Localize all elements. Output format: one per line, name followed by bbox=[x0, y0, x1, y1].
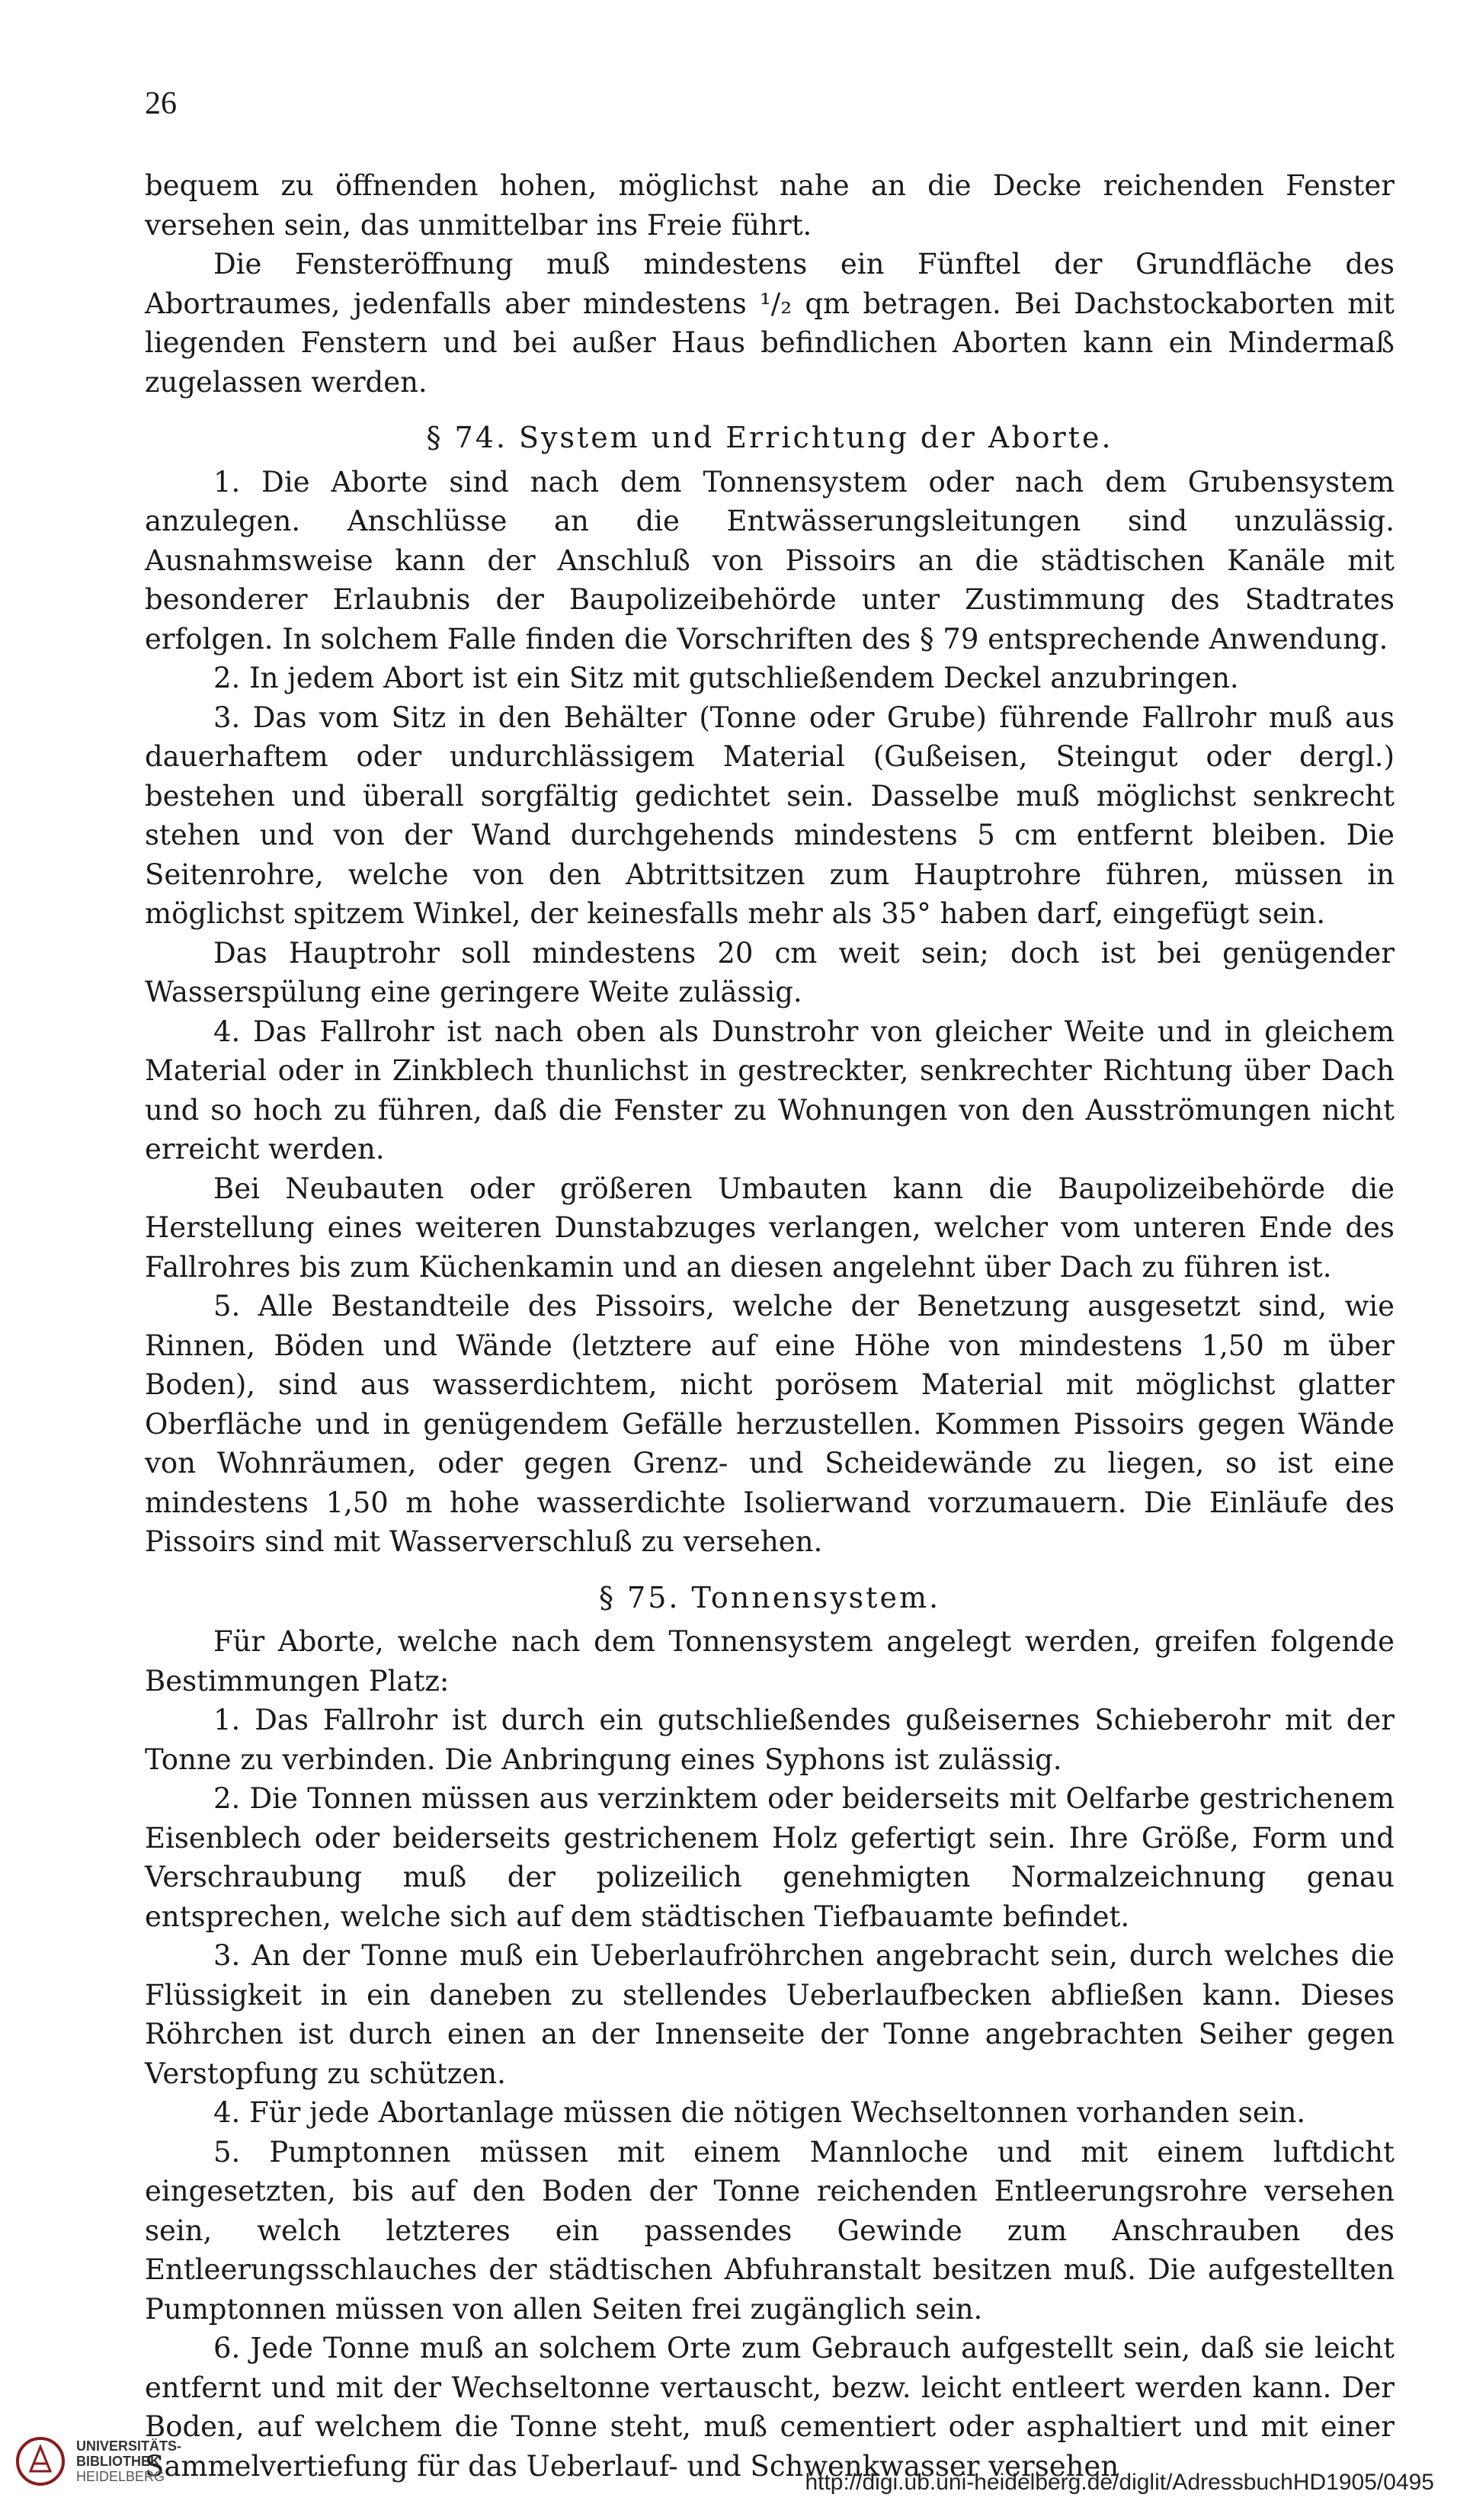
source-url[interactable]: http://digi.ub.uni-heidelberg.de/diglit/AdressbuchHD1905/0495 bbox=[805, 2470, 1434, 2495]
paragraph: 1. Die Aborte sind nach dem Tonnensystem oder nach dem Grubensystem anzulegen. Anschlüsse an die Entwässerungsleitungen sind unzulässig. Ausnahmsweise kann der Anschluß von Pissoirs an die städtischen Kanäle mit besonderer Erlaubnis der Baupolizeibehörde unter Zustimmung des Stadtrates erfolgen. In solchem Falle finden die Vorschriften des § 79 entsprechende Anwendung. bbox=[145, 465, 1395, 656]
paragraph: 3. An der Tonne muß ein Ueberlaufröhrchen angebracht sein, durch welches die Flüssigkeit in ein daneben zu stellendes Ueberlaufbecken abfließen kann. Dieses Röhrchen ist durch einen an der Innenseite der Tonne angebrachten Seiher gegen Verstopfung zu schützen. bbox=[145, 1939, 1395, 2090]
footer bbox=[0, 2401, 1457, 2520]
paragraph: 2. In jedem Abort ist ein Sitz mit gutschließendem Deckel anzubringen. bbox=[213, 662, 1239, 694]
section-heading-75: § 75. Tonnensystem. bbox=[598, 1580, 941, 1614]
library-name bbox=[76, 2438, 181, 2484]
paragraph: 4. Das Fallrohr ist nach oben als Dunstrohr von gleicher Weite und in gleichem Material oder in Zinkblech thunlichst in gestreckter, senkrechter Richtung über Dach und so hoch zu führen, daß die Fenster zu Wohnungen von den Ausströmungen nicht erreicht werden. bbox=[145, 1015, 1395, 1165]
paragraph: 2. Die Tonnen müssen aus verzinktem oder beiderseits mit Oelfarbe gestrichenem Eisenblech oder beiderseits gestrichenem Holz gefertigt sein. Ihre Größe, Form und Verschraubung muß der polizeilich genehmigten Normalzeichnung genau entsprechen, welche sich auf dem städtischen Tiefbauamte befindet. bbox=[145, 1782, 1395, 1933]
library-name-line-2: BIBLIOTHEK bbox=[76, 2454, 160, 2469]
university-seal-icon bbox=[14, 2432, 67, 2491]
paragraph: Für Aborte, welche nach dem Tonnensystem angelegt werden, greifen folgende Bestimmungen Platz: bbox=[145, 1625, 1395, 1698]
paragraph: 3. Das vom Sitz in den Behälter (Tonne oder Grube) führende Fallrohr muß aus dauerhaftem oder undurchlässigem Material (Gußeisen, Steingut oder dergl.) bestehen und überall sorgfältig gedichtet sein. Dasselbe muß möglichst senkrecht stehen und von der Wand durchgehends mindestens 5 cm entfernt bleiben. Die Seitenrohre, welche von den Abtrittsitzen zum Hauptrohre führen, müssen in möglichst spitzem Winkel, der keinesfalls mehr als 35° haben darf, eingefügt sein. bbox=[145, 701, 1395, 930]
paragraph: 5. Pumptonnen müssen mit einem Mannloche und mit einem luftdicht eingesetzten, bis auf den Boden der Tonne reichenden Entleerungsrohre versehen sein, welch letzteres ein passendes Gewinde zum Anschrauben des Entleerungsschlauches der städtischen Abfuhranstalt besitzen muß. Die aufgestellten Pumptonnen müssen von allen Seiten frei zugänglich sein. bbox=[145, 2135, 1395, 2326]
paragraph: 4. Für jede Abortanlage müssen die nötigen Wechseltonnen vorhanden sein. bbox=[213, 2096, 1306, 2129]
paragraph: Die Fensteröffnung muß mindestens ein Fünftel der Grundfläche des Abortraumes, jedenfalls aber mindestens ¹/₂ qm betragen. Bei Dachstockaborten mit liegenden Fenstern und bei außer Haus befindlichen Aborten kann ein Mindermaß zugelassen werden. bbox=[145, 248, 1395, 399]
paragraph-group-1 bbox=[145, 166, 1395, 402]
library-name-line-1: UNIVERSITÄTS- bbox=[76, 2438, 182, 2454]
paragraph: 6. Jede Tonne muß an solchem Orte zum Gebrauch aufgestellt sein, daß sie leicht entfernt und mit der Wechseltonne vertauscht, bezw. leicht entleert werden kann. Der Boden, auf welchem die Tonne steht, muß cementiert oder asphaltiert und mit einer Sammelvertiefung für das Ueberlauf- und Schwenkwasser versehen bbox=[145, 2332, 1395, 2483]
paragraph: 1. Das Fallrohr ist durch ein gutschließendes gußeisernes Schieberohr mit der Tonne zu verbinden. Die Anbringung eines Syphons ist zulässig. bbox=[145, 1704, 1395, 1776]
page-number: 26 bbox=[145, 86, 177, 121]
paragraph-group-2 bbox=[145, 463, 1395, 1562]
section-heading-74: § 74. System und Errichtung der Aborte. bbox=[426, 421, 1113, 454]
paragraph: 5. Alle Bestandteile des Pissoirs, welche der Benetzung ausgesetzt sind, wie Rinnen, Böden und Wände (letztere auf eine Höhe von mindestens 1,50 m über Boden), sind aus wasserdichtem, nicht porösem Material mit möglichst glatter Oberfläche und in genügendem Gefälle herzustellen. Kommen Pissoirs gegen Wände von Wohnräumen, oder gegen Grenz- und Scheidewände zu liegen, so ist eine mindestens 1,50 m hohe wasserdichte Isolierwand vorzumauern. Die Einläufe des Pissoirs sind mit Wasserverschluß zu versehen. bbox=[145, 1290, 1395, 1558]
library-logo bbox=[14, 2432, 181, 2491]
library-name-line-3: HEIDELBERG bbox=[76, 2469, 165, 2484]
paragraph: bequem zu öffnenden hohen, möglichst nahe an die Decke reichenden Fenster versehen sein, das unmittelbar ins Freie führt. bbox=[145, 169, 1395, 242]
paragraph: Bei Neubauten oder größeren Umbauten kann die Baupolizeibehörde die Herstellung eines weiteren Dunstabzuges verlangen, welcher vom unteren Ende des Fallrohres bis zum Küchenkamin und an diesen angelehnt über Dach zu führen ist. bbox=[145, 1172, 1395, 1284]
paragraph-group-3 bbox=[145, 1622, 1395, 2486]
page-body bbox=[145, 166, 1395, 2486]
paragraph: Das Hauptrohr soll mindestens 20 cm weit sein; doch ist bei genügender Wasserspülung eine geringere Weite zulässig. bbox=[145, 936, 1395, 1008]
